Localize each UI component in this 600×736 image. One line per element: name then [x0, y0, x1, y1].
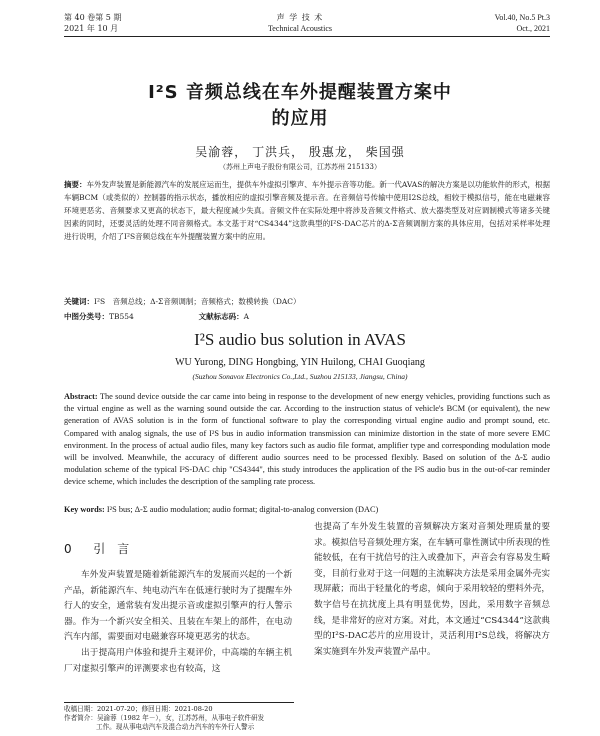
- title-cn-line2: 的应用: [271, 108, 329, 129]
- clc-label: 中图分类号：: [64, 312, 109, 321]
- body-left-paragraph-1: 车外发声装置是随着新能源汽车的发展而兴起的一个新产品，新能源汽车、纯电动汽车在低速行驶时为了提醒车外行人的安全，通常装有发出提示音或虚拟引擎声的行人警示器。作为一个新兴安全相关、且装在车架上的部件，在电动汽车内部，需要面对电磁兼容环境更恶劣的状态。: [64, 570, 292, 643]
- abstract-cn-label: 摘要：: [64, 180, 87, 189]
- authors-en: WU Yurong, DING Hongbing, YIN Huilong, CHAI Guoqiang: [175, 357, 425, 368]
- keywords-en-text: I²S bus; Δ-Σ audio modulation; audio format; digital-to-analog conversion (DAC): [106, 505, 379, 514]
- journal-volume-issue: 第 40 卷第 5 期: [64, 13, 122, 22]
- keywords-en-label: Key words:: [64, 505, 105, 514]
- doc-code-value: A: [243, 312, 250, 321]
- section-heading: [64, 540, 129, 557]
- clc-value: TB554: [109, 312, 134, 321]
- title-cn-line1: I²S 音频总线在车外提醒装置方案中: [148, 82, 452, 103]
- body-left-column: [64, 568, 292, 677]
- abstract-en: [64, 391, 550, 489]
- body-right-column: [314, 520, 550, 660]
- keywords-cn-text: I²S 音频总线；Δ-Σ音频调制；音频格式；数模转换（DAC）: [94, 297, 301, 306]
- footnote-author-bio-cont: 工作。现从事电动汽车及混合动力汽车的车外行人警示: [96, 723, 255, 731]
- authors-cn: 吴渝蓉， 丁洪兵， 殷惠龙， 柴国强: [195, 145, 405, 159]
- abstract-en-label: Abstract:: [64, 392, 98, 401]
- journal-volume-en: Vol.40, No.5 Pt.3: [494, 13, 550, 22]
- footnote-rule: [64, 702, 294, 703]
- body-right-paragraph-1: 也提高了车外发生装置的音频解决方案对音频处理质量的要求。模拟信号音频处理方案，在车辆可靠性测试中所表现的性能较低，在有干扰信号的注入或叠加下，声音会有容易发生畸变，目前行业对于这一问题的主流解决方法是采用金属外壳实现屏蔽；而出于轻量化的考虑，倾向于采用较轻的塑料外壳，数字信号在抗扰度上具有明显优势，因此，采用数字音频总线，是非常好的应对方案。对此，本文通过“CS4344”这款典型的I²S-DAC芯片的应用设计，灵活利用I²S总线，将解决方案实施到车外发声装置产品中。: [314, 522, 550, 657]
- title-en: I²S audio bus solution in AVAS: [194, 330, 406, 349]
- journal-name-en: Technical Acoustics: [267, 24, 333, 33]
- body-left-paragraph-2: 出于提高用户体验和提升主观评价，中高端的车辆主机厂对虚拟引擎声的评测要求也有较高，这: [64, 647, 292, 674]
- keywords-cn-label: 关键词：: [64, 297, 94, 306]
- abstract-cn-text: 车外发声装置是新能源汽车的发展应运而生，提供车外虚拟引擎声、车外提示音等功能。新一代AVAS的解决方案是以功能软件的形式，根据车辆BCM（或类似的）控制器的指示状态，播放相应的虚拟引擎音频及提示音。在音频信号传输中使用I2S总线，相较于模拟信号，能在电磁兼容环境更恶劣、音频要求又更高的状态下，最大程度减少失真。音频文件在实际处理中将涉及音频文件格式、放大器类型及对应调制模式等诸多关键因素的同时，还要灵活的处理不同音频格式。本文基于对“CS4344”这款典型的I²S-DAC芯片的Δ-Σ音频调制方案的具体应用，包括对采样率处理进行说明，介绍了I²S音频总线在车外提醒装置方案中的应用。: [64, 180, 550, 241]
- journal-date: 2021 年 10 月: [64, 24, 119, 33]
- journal-date-en: Oct., 2021: [516, 24, 550, 33]
- keywords-cn: [64, 295, 550, 308]
- section-number: 0: [64, 542, 72, 556]
- header-rule: [64, 36, 550, 37]
- classification: [64, 310, 550, 323]
- journal-name-cn: 声 学 技 术: [276, 13, 324, 22]
- section-title: 引 言: [93, 542, 130, 556]
- abstract-cn: [64, 178, 550, 243]
- footnote-dates: 收稿日期：2021-07-20；修回日期：2021-08-20: [64, 705, 213, 713]
- abstract-en-text: The sound device outside the car came into being in response to the development of new energy vehicles, providing functions such as the virtual engine as well as the warning sound outside the car. According to the instruction status of vehicle's BCM (or equivalent), the new generation of AVAS solution is in the form of functional software to play the corresponding virtual engine audio and prompt sound, etc. Compared with analog signals, the use of I²S bus in audio information transmission can minimize distortion in the state of more severe EMC environment. In the process of actual audio files, many key factors such as audio file format, amplifier type and corresponding modulation mode will be involved. Meanwhile, the accuracy of different audio sources need to be processed flexibly. Based on solution of the Δ-Σ audio modulation scheme of the typical I²S-DAC chip "CS4344", this study introduces the application of the I²S audio bus in the out-of-car reminder device scheme, which includes the description of the sampling rate process.: [64, 392, 550, 487]
- footnote-author-bio: 作者简介：吴渝蓉（1982 年－），女，江苏苏州，从事电子软件研发: [64, 714, 265, 722]
- affiliation-cn: （苏州上声电子股份有限公司，江苏苏州 215133）: [219, 163, 381, 171]
- affiliation-en: (Suzhou Sonavox Electronics Co.,Ltd., Suzhou 215133, Jiangsu, China): [192, 372, 408, 381]
- doc-code-label: 文献标志码：: [198, 312, 244, 321]
- keywords-en: [64, 504, 550, 516]
